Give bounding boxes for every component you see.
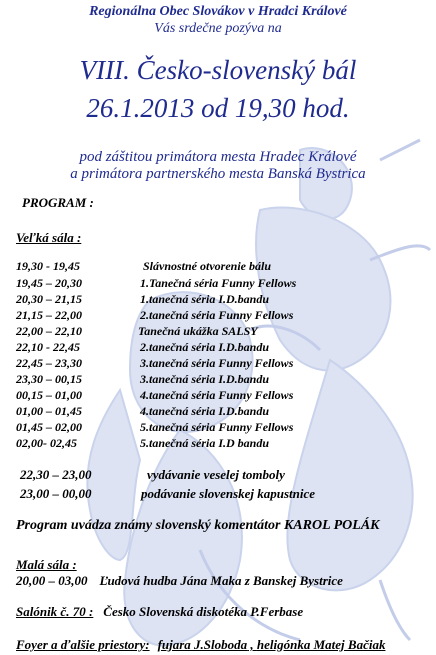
small-hall-event: Ľudová hudba Jána Maka z Banskej Bystrice [99, 573, 343, 588]
host-announcement [16, 518, 380, 534]
schedule-event: 3.tanečná séria I.D.bandu [140, 372, 270, 386]
patronage-line-2: a primátora partnerského mesta Banská Bystrica [70, 166, 366, 182]
foyer-event-fujara: fujara J.Sloboda [157, 637, 248, 652]
schedule-time: 19,30 - 19,45 [16, 259, 80, 273]
schedule-time: 21,15 – 22,00 [16, 308, 82, 322]
schedule-time: 22,10 - 22,45 [16, 340, 80, 354]
foyer-event-heligonka: heligónka Matej Bačiak [256, 637, 386, 652]
salon-label: Salónik č. 70 : [16, 604, 94, 619]
schedule-time: 19,45 – 20,30 [16, 276, 82, 290]
schedule-event: 3.tanečná séria Funny Fellows [140, 356, 294, 370]
schedule-time: 02,00- 02,45 [16, 436, 77, 450]
schedule-event: 4.tanečná séria I.D.bandu [140, 404, 270, 418]
schedule-time: 00,15 – 01,00 [16, 388, 82, 402]
foyer-label: Foyer a ďalšie priestory: [16, 637, 150, 652]
kapustnica-event: podávanie slovenskej kapustnice [141, 486, 316, 501]
host-name: KAROL POLÁK [283, 518, 380, 533]
schedule-time: 23,30 – 00,15 [16, 372, 82, 386]
event-title: VIII. Česko-slovenský bál [79, 55, 357, 85]
schedule-event: 5.tanečná séria I.D bandu [140, 436, 270, 450]
salon-event: Česko Slovenská diskotéka P.Ferbase [103, 604, 304, 619]
organizer-name: Regionálna Obec Slovákov v Hradci Králové [89, 4, 347, 19]
kapustnica-time: 23,00 – 00,00 [20, 486, 92, 501]
schedule-time: 22,00 – 22,10 [16, 324, 82, 338]
patronage-line-1: pod záštitou primátora mesta Hradec Králové [79, 149, 357, 165]
foyer-separator: , [247, 637, 257, 652]
big-hall-heading: Veľká sála : [16, 230, 82, 245]
schedule-event: 1.Tanečná séria Funny Fellows [140, 276, 297, 290]
schedule-event: Slávnostné otvorenie bálu [143, 259, 272, 273]
schedule-event: 2.tanečná séria I.D.bandu [140, 340, 270, 354]
schedule-time: 20,30 – 21,15 [16, 292, 82, 306]
salon-row [16, 604, 303, 620]
tombola-event: vydávanie veselej tomboly [147, 467, 285, 482]
program-heading: PROGRAM : [22, 195, 94, 210]
small-hall-row [16, 573, 343, 589]
host-prefix: Program uvádza známy slovenský komentátor [16, 518, 284, 533]
event-date: 26.1.2013 od 19,30 hod. [86, 93, 350, 123]
schedule-event: 5.tanečná séria Funny Fellows [140, 420, 294, 434]
tombola-time: 22,30 – 23,00 [20, 467, 92, 482]
small-hall-heading: Malá sála : [16, 557, 77, 572]
schedule-time: 22,45 – 23,30 [16, 356, 82, 370]
small-hall-time: 20,00 – 03,00 [16, 573, 88, 588]
schedule-time: 01,45 – 02,00 [16, 420, 82, 434]
schedule-event: Tanečná ukážka SALSY [138, 324, 258, 338]
schedule-event: 4.tanečná séria Funny Fellows [140, 388, 294, 402]
foyer-row [16, 637, 385, 653]
invitation-line: Vás srdečne pozýva na [154, 21, 282, 36]
schedule-event: 2.tanečná séria Funny Fellows [140, 308, 294, 322]
schedule-time: 01,00 – 01,45 [16, 404, 82, 418]
schedule-event: 1.tanečná séria I.D.bandu [140, 292, 270, 306]
